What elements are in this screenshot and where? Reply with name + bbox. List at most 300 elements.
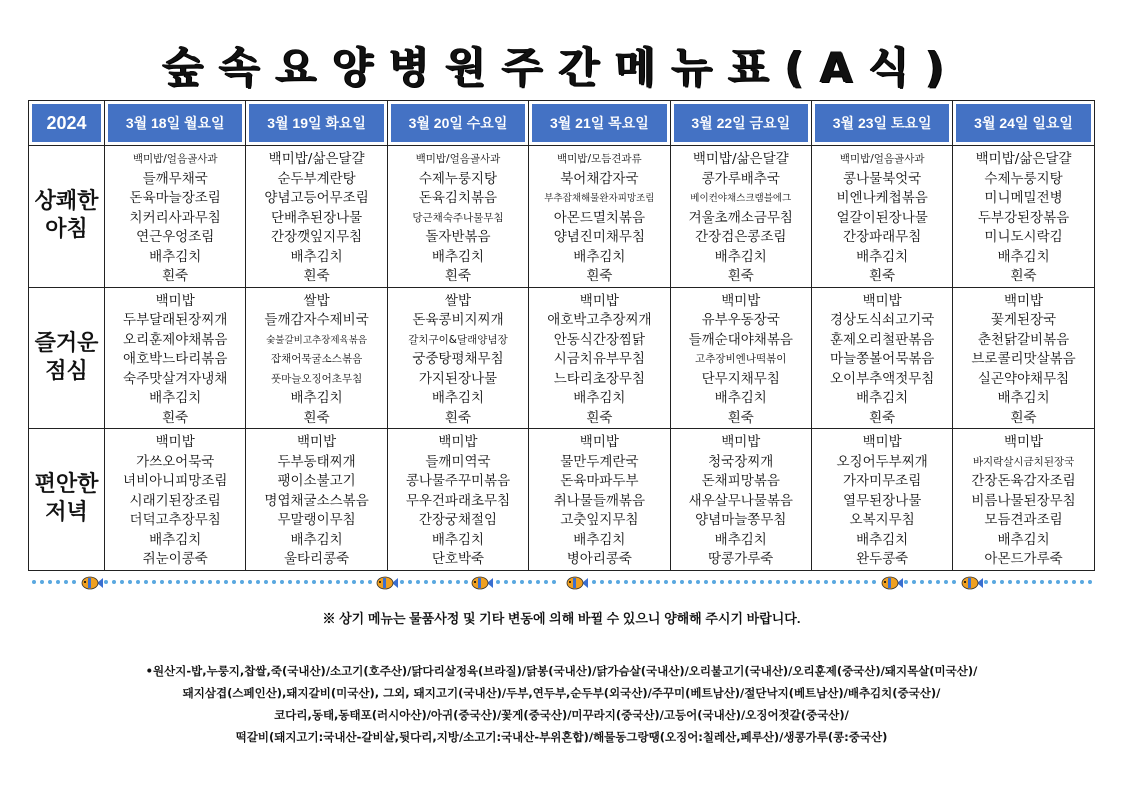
fish-icon bbox=[962, 577, 983, 589]
menu-item: 간장검은콩조림 bbox=[695, 229, 787, 245]
menu-item: 흰죽 bbox=[586, 409, 613, 426]
menu-item: 완두콩죽 bbox=[856, 551, 909, 567]
bubble-dot bbox=[496, 580, 500, 584]
bubble-dot bbox=[720, 580, 724, 584]
notice-text: ※ 상기 메뉴는 물품사정 및 기타 변동에 의해 바뀔 수 있으니 양해해 주시기 바랍니다. bbox=[322, 611, 801, 626]
fish-icon bbox=[882, 577, 903, 589]
bubble-dot bbox=[1088, 580, 1092, 584]
menu-item: 백미밥 bbox=[297, 434, 337, 450]
menu-item: 배추김치 bbox=[573, 248, 626, 265]
menu-item: 들깨무채국 bbox=[142, 170, 208, 187]
menu-cell bbox=[953, 146, 1094, 288]
bubble-dot bbox=[240, 580, 244, 584]
menu-item: 들깨미역국 bbox=[425, 453, 491, 470]
menu-item: 열무된장나물 bbox=[843, 492, 922, 509]
menu-item: 미니도시락김 bbox=[984, 229, 1063, 245]
origin-line: 코다리,동태,동태포(러시아산)/아귀(중국산)/꽃게(중국산)/미꾸라지(중국산)/고등어(국내산)/오징어젓갈(중국산)/ bbox=[274, 708, 849, 722]
meal-label-line: 편안한 bbox=[34, 472, 99, 498]
menu-cell bbox=[246, 146, 387, 288]
menu-item: 오복지무침 bbox=[849, 512, 915, 528]
bubble-dot bbox=[40, 580, 44, 584]
bubble-dot bbox=[680, 580, 684, 584]
menu-item: 돈육마늘장조림 bbox=[129, 190, 221, 206]
bubble-dot bbox=[1080, 580, 1084, 584]
menu-cell bbox=[387, 146, 528, 288]
menu-item: 안동식간장찜닭 bbox=[553, 331, 646, 348]
menu-item: 흰죽 bbox=[303, 268, 330, 284]
menu-item: 배추김치 bbox=[431, 248, 485, 265]
meal-label bbox=[29, 146, 105, 288]
bubble-dot bbox=[104, 580, 108, 584]
menu-item: 콩나물북엇국 bbox=[843, 170, 922, 187]
menu-item: 배추김치 bbox=[573, 390, 626, 406]
bubble-dot bbox=[248, 580, 252, 584]
bubble-dot bbox=[1016, 580, 1020, 584]
meal-label-line: 저녁 bbox=[45, 500, 88, 526]
bubble-dot bbox=[808, 580, 812, 584]
bubble-dot bbox=[216, 580, 220, 584]
menu-item: 쌀밥 bbox=[444, 292, 472, 309]
meal-label bbox=[29, 287, 105, 429]
menu-item: 흰죽 bbox=[727, 268, 754, 284]
menu-item: 백미밥/얼음골사과 bbox=[415, 153, 501, 165]
origin-line: 떡갈비(돼지고기:국내산-갈비살,뒷다리,지방/소고기:국내산-부위혼합)/해물동그랑땡(오징어:칠레산,페루산)/생콩가루(콩:중국산) bbox=[235, 730, 888, 744]
bubble-dot bbox=[592, 580, 596, 584]
menu-item: 느타리초장무침 bbox=[553, 370, 646, 387]
bubble-dot bbox=[984, 580, 988, 584]
fish-icon bbox=[82, 577, 103, 589]
bubble-dot bbox=[904, 580, 908, 584]
menu-cell bbox=[105, 287, 246, 429]
menu-item: 배추김치 bbox=[714, 390, 767, 406]
menu-cell bbox=[387, 287, 528, 429]
fish-icon bbox=[377, 577, 398, 589]
bubble-dot bbox=[200, 580, 204, 584]
bubble-dot bbox=[712, 580, 716, 584]
menu-item: 흰죽 bbox=[1010, 268, 1037, 284]
bubble-dot bbox=[336, 580, 340, 584]
menu-item: 쥐눈이콩죽 bbox=[142, 551, 208, 567]
bubble-dot bbox=[456, 580, 460, 584]
menu-item: 모듬견과조림 bbox=[984, 512, 1063, 528]
menu-item: 배추김치 bbox=[431, 390, 485, 406]
bubble-dot bbox=[152, 580, 156, 584]
menu-item: 배추김치 bbox=[149, 531, 202, 548]
bubble-dot bbox=[616, 580, 620, 584]
bubble-dot bbox=[640, 580, 644, 584]
menu-item: 배추김치 bbox=[997, 248, 1050, 265]
bubble-dot bbox=[368, 580, 372, 584]
bubble-dot bbox=[344, 580, 348, 584]
menu-cell bbox=[811, 429, 952, 571]
bubble-dot bbox=[48, 580, 52, 584]
menu-item: 돈육콩비지찌개 bbox=[412, 312, 504, 328]
bubble-dot bbox=[272, 580, 276, 584]
menu-item: 백미밥/모듬견과류 bbox=[557, 153, 642, 165]
header-row bbox=[29, 101, 1095, 146]
bubble-dot bbox=[128, 580, 132, 584]
bubble-dot bbox=[992, 580, 996, 584]
bubble-dot bbox=[352, 580, 356, 584]
bubble-dot bbox=[232, 580, 236, 584]
bubble-dot bbox=[624, 580, 628, 584]
bubble-dot bbox=[1000, 580, 1004, 584]
bubble-dot bbox=[704, 580, 708, 584]
menu-item: 백미밥 bbox=[862, 292, 902, 309]
day-header: 3월 18일 월요일 bbox=[105, 101, 246, 146]
bubble-dot bbox=[856, 580, 860, 584]
menu-item: 고춧잎지무침 bbox=[560, 512, 639, 528]
bubble-dot bbox=[872, 580, 876, 584]
menu-item: 간장깻잎지무침 bbox=[270, 229, 363, 245]
menu-item: 숯불갈비고추장제육볶음 bbox=[266, 334, 368, 346]
bubble-dot bbox=[936, 580, 940, 584]
menu-item: 바지락살시금치된장국 bbox=[972, 455, 1075, 468]
bubble-dot bbox=[632, 580, 636, 584]
menu-item: 마늘쫑볼어묵볶음 bbox=[829, 351, 935, 367]
menu-item: 두부동태찌개 bbox=[277, 453, 356, 470]
menu-item: 시금치유부무침 bbox=[553, 351, 646, 367]
menu-item: 백미밥 bbox=[862, 434, 902, 450]
menu-item: 병아리콩죽 bbox=[566, 551, 632, 567]
bubble-dot bbox=[928, 580, 932, 584]
menu-cell bbox=[246, 287, 387, 429]
bubble-dot bbox=[520, 580, 524, 584]
menu-cell bbox=[105, 146, 246, 288]
bubble-dot bbox=[752, 580, 756, 584]
origin-info bbox=[40, 660, 1083, 748]
menu-item: 흰죽 bbox=[586, 268, 613, 284]
menu-item: 양념고등어무조림 bbox=[264, 190, 369, 206]
menu-item: 백미밥 bbox=[579, 292, 619, 309]
menu-item: 양념마늘쫑무침 bbox=[695, 512, 787, 528]
bubble-dot bbox=[784, 580, 788, 584]
menu-cell bbox=[529, 287, 670, 429]
bubble-dot bbox=[528, 580, 532, 584]
bubble-dot bbox=[192, 580, 196, 584]
menu-item: 비름나물된장무침 bbox=[971, 492, 1076, 509]
menu-item: 흰죽 bbox=[162, 409, 189, 426]
menu-item: 팽이소불고기 bbox=[277, 473, 356, 489]
menu-item: 배추김치 bbox=[290, 248, 343, 265]
menu-item: 유부우동장국 bbox=[701, 312, 780, 328]
bubble-dot bbox=[656, 580, 660, 584]
menu-item: 아몬드가루죽 bbox=[984, 551, 1063, 567]
menu-item: 춘천닭갈비볶음 bbox=[977, 331, 1070, 348]
menu-item: 배추김치 bbox=[573, 531, 626, 548]
bubble-dot bbox=[816, 580, 820, 584]
bubble-dot bbox=[768, 580, 772, 584]
menu-item: 흰죽 bbox=[162, 268, 189, 284]
menu-item: 흰죽 bbox=[444, 409, 472, 426]
menu-item: 얼갈이된장나물 bbox=[836, 209, 928, 226]
bubble-dot bbox=[304, 580, 308, 584]
menu-item: 흰죽 bbox=[869, 268, 896, 284]
meal-label-line: 즐거운 bbox=[34, 330, 99, 356]
menu-item: 미니메밀전병 bbox=[984, 190, 1063, 206]
menu-item: 배추김치 bbox=[997, 390, 1050, 406]
menu-cell bbox=[105, 429, 246, 571]
bubble-dot bbox=[920, 580, 924, 584]
bubble-dot bbox=[312, 580, 316, 584]
menu-item: 배추김치 bbox=[149, 248, 202, 265]
menu-item: 훈제오리철판볶음 bbox=[829, 331, 935, 348]
menu-item: 흰죽 bbox=[303, 409, 330, 426]
menu-item: 치커리사과무침 bbox=[129, 209, 221, 226]
bubble-dot bbox=[696, 580, 700, 584]
menu-item: 애호박느타리볶음 bbox=[123, 351, 228, 367]
menu-item: 백미밥 bbox=[579, 434, 619, 450]
menu-item: 백미밥 bbox=[438, 434, 478, 450]
menu-item: 간장파래무침 bbox=[843, 229, 922, 245]
bubble-dot bbox=[688, 580, 692, 584]
menu-item: 돈육김치볶음 bbox=[418, 190, 498, 206]
bubble-dot bbox=[1040, 580, 1044, 584]
menu-item: 연근우엉조림 bbox=[136, 229, 215, 245]
bubble-dot bbox=[760, 580, 764, 584]
menu-item: 백미밥 bbox=[1003, 292, 1044, 309]
bubble-dot bbox=[432, 580, 436, 584]
menu-item: 가쓰오어묵국 bbox=[136, 453, 215, 470]
menu-cell bbox=[529, 429, 670, 571]
bubble-dot bbox=[728, 580, 732, 584]
bubble-dot bbox=[32, 580, 36, 584]
menu-item: 배추김치 bbox=[431, 531, 485, 548]
origin-line: •원산지-밥,누룽지,찹쌀,죽(국내산)/소고기(호주산)/닭다리살정육(브라질)/닭봉(국내산)/닭가슴살(국내산)/오리불고기(국내산)/오리훈제(중국산)/돼지목살(미국산)/ bbox=[145, 664, 978, 678]
meal-label bbox=[29, 429, 105, 571]
menu-item: 울타리콩죽 bbox=[283, 551, 350, 567]
menu-item: 돈채피망볶음 bbox=[701, 473, 780, 489]
menu-item: 오징어두부찌개 bbox=[836, 453, 928, 470]
menu-item: 잡채어묵굴소스볶음 bbox=[270, 353, 363, 365]
bubble-dot bbox=[328, 580, 332, 584]
menu-item: 당근채숙주나물무침 bbox=[412, 211, 504, 224]
menu-item: 애호박고추장찌개 bbox=[547, 312, 652, 328]
year-header: 2024 bbox=[29, 101, 105, 146]
menu-item: 오이부추액젓무침 bbox=[829, 370, 935, 387]
menu-item: 백미밥 bbox=[155, 434, 195, 450]
menu-item: 갈치구이&달래양념장 bbox=[408, 333, 508, 346]
menu-item: 돌자반볶음 bbox=[425, 229, 491, 245]
menu-item: 콩나물주꾸미볶음 bbox=[405, 473, 511, 489]
bubble-dot bbox=[1008, 580, 1012, 584]
menu-item: 흰죽 bbox=[444, 268, 472, 284]
menu-item: 북어채감자국 bbox=[560, 170, 639, 187]
bubble-dot bbox=[1056, 580, 1060, 584]
bubble-dot bbox=[400, 580, 404, 584]
menu-item: 비엔나케첩볶음 bbox=[836, 190, 928, 206]
bubble-dot bbox=[112, 580, 116, 584]
menu-item: 순두부계란탕 bbox=[277, 170, 356, 187]
menu-cell bbox=[246, 429, 387, 571]
menu-cell bbox=[670, 146, 811, 288]
menu-item: 수제누룽지탕 bbox=[984, 170, 1063, 187]
menu-item: 간장궁채절임 bbox=[418, 512, 498, 528]
bubble-dot bbox=[1048, 580, 1052, 584]
weekly-menu-table bbox=[28, 100, 1095, 571]
bubble-dot bbox=[168, 580, 172, 584]
fish-icon bbox=[567, 577, 588, 589]
menu-item: 땅콩가루죽 bbox=[708, 551, 774, 567]
menu-item: 새우살무나물볶음 bbox=[688, 492, 793, 509]
menu-item: 브로콜리맛살볶음 bbox=[971, 351, 1076, 367]
menu-cell bbox=[387, 429, 528, 571]
menu-item: 콩가루배추국 bbox=[701, 170, 780, 187]
menu-item: 명엽채굴소스볶음 bbox=[264, 492, 369, 509]
origin-line: 돼지삼겹(스페인산),돼지갈비(미국산), 그외, 돼지고기(국내산)/두부,연두부,순두부(외국산)/주꾸미(베트남산)/절단낙지(베트남산)/배추김치(중국산)/ bbox=[182, 686, 941, 700]
bubble-dot bbox=[296, 580, 300, 584]
bubble-dot bbox=[664, 580, 668, 584]
bubble-dot bbox=[448, 580, 452, 584]
bubble-dot bbox=[952, 580, 956, 584]
menu-item: 돈육마파두부 bbox=[560, 473, 639, 489]
meal-row bbox=[29, 287, 1095, 429]
menu-item: 가지된장나물 bbox=[418, 370, 498, 387]
bubble-dot bbox=[1024, 580, 1028, 584]
menu-cell bbox=[670, 429, 811, 571]
menu-item: 취나물들깨볶음 bbox=[553, 492, 646, 509]
bubble-dot bbox=[208, 580, 212, 584]
menu-item: 실곤약야채무침 bbox=[977, 370, 1070, 387]
meal-label-line: 점심 bbox=[45, 358, 88, 384]
day-header: 3월 21일 목요일 bbox=[529, 101, 670, 146]
bubble-dot bbox=[160, 580, 164, 584]
bubble-dot bbox=[1072, 580, 1076, 584]
day-header: 3월 23일 토요일 bbox=[811, 101, 952, 146]
fish-icon bbox=[472, 577, 493, 589]
bubble-dot bbox=[144, 580, 148, 584]
bubble-dot bbox=[72, 580, 76, 584]
menu-item: 백미밥/얼음골사과 bbox=[132, 153, 218, 165]
menu-item: 숙주맛살겨자냉채 bbox=[123, 370, 228, 387]
bubble-dot bbox=[464, 580, 468, 584]
menu-item: 베이컨야채스크램블에그 bbox=[690, 193, 792, 204]
menu-item: 백미밥/얼음골사과 bbox=[839, 153, 925, 165]
menu-item: 꽃게된장국 bbox=[990, 312, 1057, 328]
bubble-dot bbox=[360, 580, 364, 584]
menu-item: 백미밥 bbox=[1003, 434, 1044, 450]
bubble-dot bbox=[184, 580, 188, 584]
menu-cell bbox=[529, 146, 670, 288]
bubble-dot bbox=[544, 580, 548, 584]
menu-item: 백미밥/삶은달걀 bbox=[268, 151, 365, 167]
bubble-dot bbox=[1032, 580, 1036, 584]
menu-item: 간장돈육감자조림 bbox=[971, 473, 1076, 489]
menu-item: 풋마늘오징어초무침 bbox=[270, 372, 363, 385]
bubble-dot bbox=[944, 580, 948, 584]
menu-item: 양념진미채무침 bbox=[553, 229, 646, 245]
menu-item: 배추김치 bbox=[714, 531, 767, 548]
menu-item: 단호박죽 bbox=[431, 551, 485, 567]
bubble-dot bbox=[792, 580, 796, 584]
menu-item: 두부강된장볶음 bbox=[977, 209, 1070, 226]
menu-cell bbox=[953, 429, 1094, 571]
bubble-dot bbox=[744, 580, 748, 584]
bubble-dot bbox=[536, 580, 540, 584]
menu-item: 배추김치 bbox=[997, 531, 1050, 548]
bubble-dot bbox=[912, 580, 916, 584]
menu-item: 배추김치 bbox=[856, 531, 909, 548]
menu-item: 배추김치 bbox=[856, 248, 909, 265]
menu-item: 흰죽 bbox=[869, 409, 896, 426]
bubble-dot bbox=[864, 580, 868, 584]
meal-row bbox=[29, 146, 1095, 288]
menu-item: 흰죽 bbox=[1010, 409, 1037, 426]
bubble-dot bbox=[1064, 580, 1068, 584]
menu-item: 아몬드멸치볶음 bbox=[553, 209, 646, 226]
menu-item: 시래기된장조림 bbox=[129, 492, 221, 509]
menu-item: 배추김치 bbox=[149, 390, 202, 406]
menu-item: 무말랭이무침 bbox=[277, 512, 356, 528]
bubble-dot bbox=[176, 580, 180, 584]
bubble-dot bbox=[64, 580, 68, 584]
bubble-dot bbox=[280, 580, 284, 584]
day-header: 3월 22일 금요일 bbox=[670, 101, 811, 146]
menu-item: 들깨순대야채볶음 bbox=[688, 331, 793, 348]
menu-item: 청국장찌개 bbox=[708, 453, 774, 470]
day-header: 3월 19일 화요일 bbox=[246, 101, 387, 146]
bubble-dot bbox=[824, 580, 828, 584]
menu-item: 겨울초깨소금무침 bbox=[688, 209, 793, 226]
menu-item: 배추김치 bbox=[290, 390, 343, 406]
bubble-dot bbox=[672, 580, 676, 584]
menu-item: 수제누룽지탕 bbox=[418, 170, 498, 187]
menu-item: 쌀밥 bbox=[303, 292, 330, 309]
menu-item: 백미밥/삶은달걀 bbox=[692, 151, 789, 167]
meal-label-line: 상쾌한 bbox=[34, 189, 99, 215]
menu-item: 단무지채무침 bbox=[701, 370, 780, 387]
menu-item: 백미밥 bbox=[721, 434, 761, 450]
bubble-dot bbox=[56, 580, 60, 584]
bubble-dot bbox=[512, 580, 516, 584]
day-header: 3월 20일 수요일 bbox=[387, 101, 528, 146]
day-header: 3월 24일 일요일 bbox=[953, 101, 1094, 146]
menu-item: 백미밥 bbox=[721, 292, 761, 309]
menu-item: 들깨감자수제비국 bbox=[264, 312, 369, 328]
bubble-dot bbox=[776, 580, 780, 584]
bubble-dot bbox=[224, 580, 228, 584]
bubble-dot bbox=[832, 580, 836, 584]
bubble-dot bbox=[416, 580, 420, 584]
menu-item: 고추장비엔나떡볶이 bbox=[695, 353, 787, 365]
menu-item: 오리훈제야채볶음 bbox=[123, 331, 228, 348]
menu-item: 가자미무조림 bbox=[843, 473, 922, 489]
bubble-dot bbox=[264, 580, 268, 584]
menu-item: 녀비아니피망조림 bbox=[123, 473, 228, 489]
menu-item: 궁중탕평채무침 bbox=[412, 351, 504, 367]
page-title: 숲속요양병원주간메뉴표(A식) bbox=[162, 43, 961, 92]
menu-item: 더덕고추장무침 bbox=[129, 512, 221, 528]
bubble-dot bbox=[608, 580, 612, 584]
menu-item: 부추잡채해물완자피망조림 bbox=[544, 193, 655, 204]
menu-cell bbox=[670, 287, 811, 429]
menu-item: 흰죽 bbox=[727, 409, 754, 426]
menu-item: 물만두계란국 bbox=[560, 453, 639, 470]
bubble-dot bbox=[424, 580, 428, 584]
menu-item: 경상도식쇠고기국 bbox=[829, 312, 935, 328]
bubble-dot bbox=[840, 580, 844, 584]
bubble-dot bbox=[736, 580, 740, 584]
bubble-dot bbox=[848, 580, 852, 584]
bubble-dot bbox=[256, 580, 260, 584]
bubble-dot bbox=[136, 580, 140, 584]
menu-cell bbox=[811, 146, 952, 288]
bubble-dot bbox=[648, 580, 652, 584]
menu-cell bbox=[811, 287, 952, 429]
menu-item: 배추김치 bbox=[714, 248, 767, 265]
menu-item: 두부달래된장찌개 bbox=[123, 312, 228, 328]
bubble-dot bbox=[120, 580, 124, 584]
